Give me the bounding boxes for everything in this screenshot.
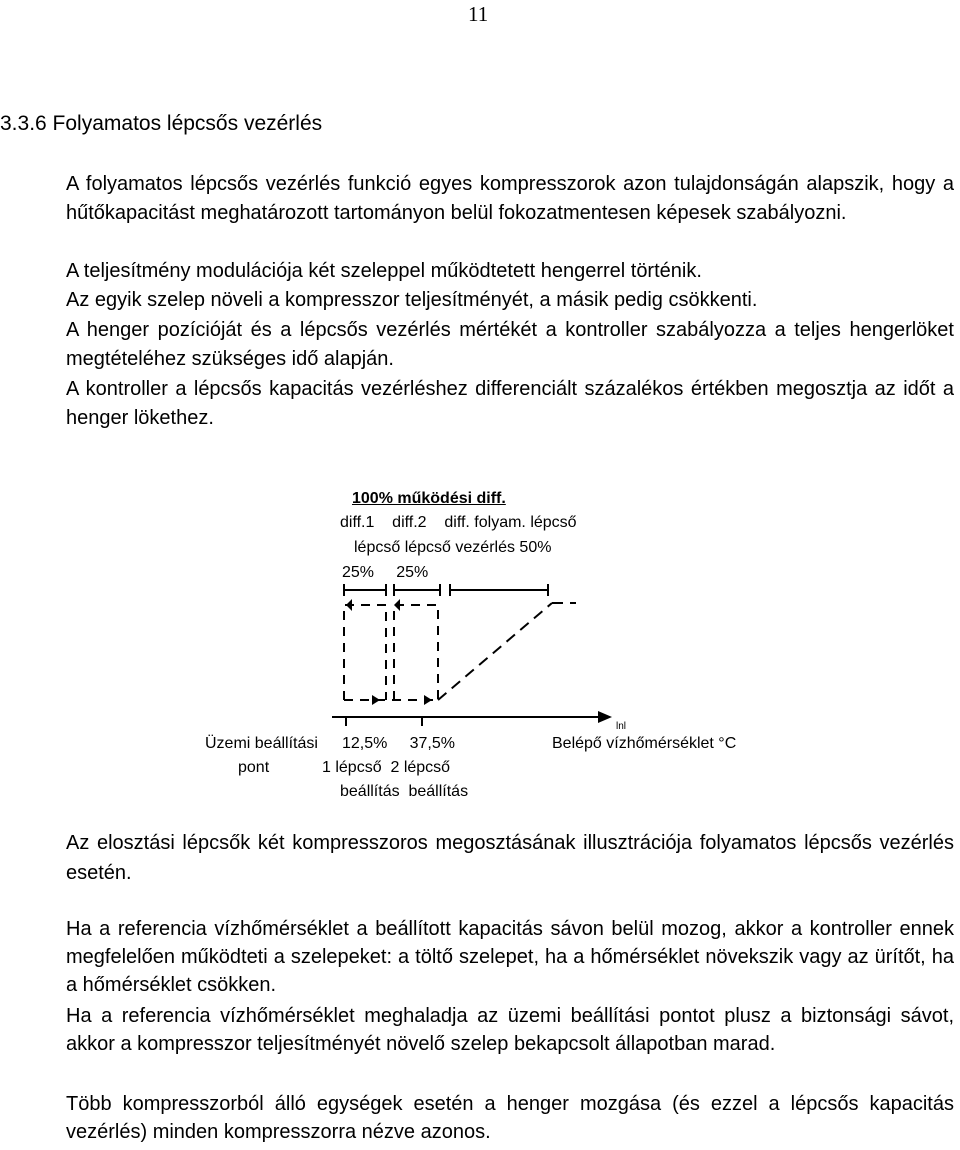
pulse-arrows (346, 599, 432, 705)
intro-paragraph-2: A teljesítmény modulációja két szeleppel működtetett hengerrel történik. (66, 260, 702, 282)
intro-paragraph-5: A kontroller a lépcsős kapacitás vezérléshez differenciált százalékos értékben megosztja az időt a henger lökethez. (66, 378, 954, 429)
diagram-drawing (0, 485, 960, 805)
diagram-row-3: 25% 25% (342, 564, 429, 581)
body-paragraph-3: Több kompresszorból álló egységek esetén a henger mozgása (és ezzel a lépcsős kapacitás vezérlés) minden kompresszorra nézve azonos. (66, 1093, 954, 1143)
diagram-title: 100% működési diff. (352, 490, 506, 507)
x-axis-label: Belépő vízhőmérséklet °C (552, 735, 737, 752)
intro-paragraph-1: A folyamatos lépcsős vezérlés funkció egyes kompresszorok azon tulajdonságán alapszik, hogy a hűtőkapacitást meghatározott tartományon belül fokozatmentesen képesek szabályozni. (66, 173, 954, 224)
body-paragraph-1: Ha a referencia vízhőmérséklet a beállított kapacitás sávon belül mozog, akkor a kontroller ennek megfelelően működteti a szelepeket: a töltő szelepet, ha a hőmérséklet növekszik vagy az ürítőt, ha a hőmérséklet csökken. (66, 918, 954, 996)
capacity-step-diagram (0, 485, 960, 805)
body-paragraph-2: Ha a referencia vízhőmérséklet meghaladja az üzemi beállítási pontot plusz a biztonsági sávot, akkor a kompresszor teljesítményét növelő szelep bekapcsolt állapotban marad. (66, 1005, 954, 1055)
axis-fragment-label: lnl (616, 721, 627, 732)
page-number: 11 (468, 2, 489, 26)
step-pulses (344, 605, 438, 733)
setpoint-label-1: Üzemi beállítási (205, 735, 318, 752)
diagram-caption: Az elosztási lépcsők két kompresszoros megosztásának illusztrációja folyamatos lépcsős vezérlés esetén. (66, 832, 954, 884)
step-number-label: 1 lépcső 2 lépcső (322, 759, 451, 776)
setpoint-label-2: pont (238, 759, 270, 776)
section-title: 3.3.6 Folyamatos lépcsős vezérlés (0, 112, 323, 135)
intro-paragraph-4: A henger pozícióját és a lépcsős vezérlés mértékét a kontroller szabályozza a teljes hengerlöket megtételéhez szükséges idő alapján. (66, 319, 954, 370)
diagram-row-1: diff.1 diff.2 diff. folyam. lépcső (340, 514, 577, 531)
step-setting-label: beállítás beállítás (340, 783, 469, 800)
step-percent-label: 12,5% 37,5% (342, 735, 455, 752)
modulation-ramp (438, 603, 576, 700)
dimension-brackets (344, 584, 548, 596)
x-axis (332, 711, 612, 723)
intro-paragraph-3: Az egyik szelep növeli a kompresszor teljesítményét, a másik pedig csökkenti. (66, 289, 758, 311)
diagram-row-2: lépcső lépcső vezérlés 50% (354, 539, 552, 556)
